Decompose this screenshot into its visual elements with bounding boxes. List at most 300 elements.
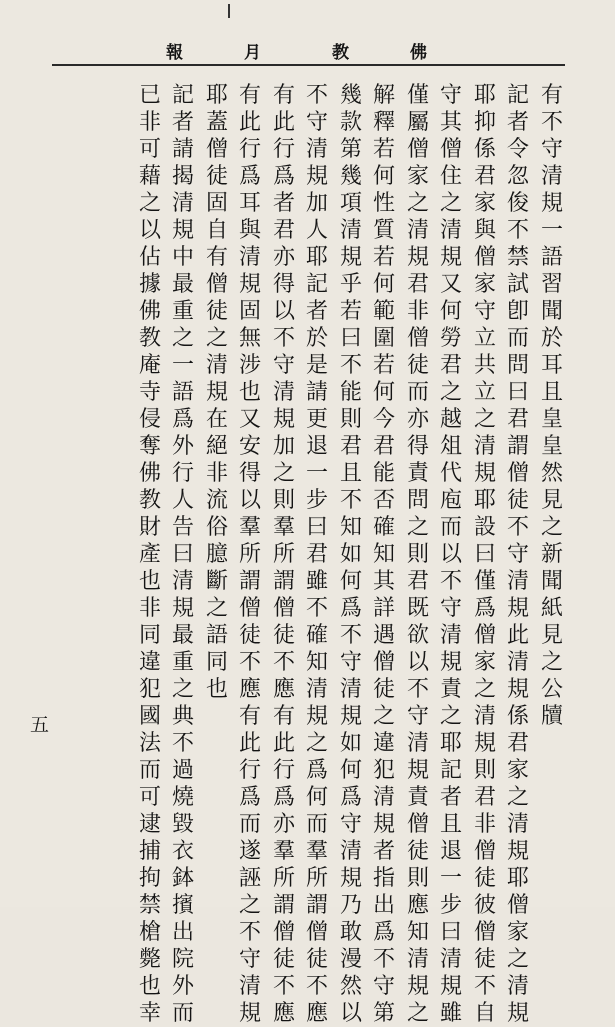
column-char: 而 <box>238 812 261 837</box>
column-char: 有 <box>272 704 295 729</box>
column-char: 又 <box>439 272 462 297</box>
column-char: 一 <box>540 218 563 243</box>
column-char: 佔 <box>138 245 161 270</box>
column-char: 僧 <box>439 137 462 162</box>
column-char: 謂 <box>238 569 261 594</box>
column-char: 自 <box>205 218 228 243</box>
column-char: 習 <box>540 272 563 297</box>
column-char: 此 <box>238 110 261 135</box>
column-char: 何 <box>305 785 328 810</box>
column-char: 否 <box>372 488 395 513</box>
column-char: 揭 <box>171 164 194 189</box>
column-char: 守 <box>272 353 295 378</box>
column-char: 記 <box>439 758 462 783</box>
column-char: 有 <box>238 704 261 729</box>
column-char: 俗 <box>205 515 228 540</box>
column-char: 重 <box>171 650 194 675</box>
text-column-1 <box>538 82 566 730</box>
column-char: 最 <box>171 272 194 297</box>
column-char: 規 <box>238 1001 261 1026</box>
column-char: 乃 <box>339 893 362 918</box>
column-char: 耳 <box>238 191 261 216</box>
column-char: 不 <box>272 326 295 351</box>
column-char: 僅 <box>473 569 496 594</box>
column-char: 守 <box>339 812 362 837</box>
column-char: 清 <box>339 839 362 864</box>
column-char: 然 <box>540 461 563 486</box>
column-char: 徒 <box>205 164 228 189</box>
column-char: 清 <box>439 623 462 648</box>
column-char: 君 <box>506 407 529 432</box>
column-char: 曰 <box>305 515 328 540</box>
column-char: 皇 <box>540 407 563 432</box>
column-char: 中 <box>171 245 194 270</box>
column-char: 斃 <box>138 947 161 972</box>
column-char: 爲 <box>372 920 395 945</box>
column-char: 一 <box>305 461 328 486</box>
column-char: 不 <box>339 623 362 648</box>
column-char: 則 <box>406 866 429 891</box>
column-char: 家 <box>473 650 496 675</box>
column-char: 清 <box>406 947 429 972</box>
column-char: 徒 <box>406 353 429 378</box>
column-char: 規 <box>473 731 496 756</box>
column-char: 紙 <box>540 596 563 621</box>
column-char: 應 <box>305 1001 328 1026</box>
column-char: 所 <box>272 542 295 567</box>
column-char: 不 <box>540 110 563 135</box>
column-char: 羣 <box>272 839 295 864</box>
column-char: 君 <box>305 542 328 567</box>
column-char: 此 <box>238 731 261 756</box>
column-char: 守 <box>339 650 362 675</box>
column-char: 之 <box>406 515 429 540</box>
column-char: 徒 <box>205 299 228 324</box>
column-char: 非 <box>205 461 228 486</box>
column-char: 忽 <box>506 164 529 189</box>
column-char: 家 <box>506 920 529 945</box>
column-char: 曰 <box>506 380 529 405</box>
column-char: 者 <box>372 839 395 864</box>
column-char: 君 <box>473 785 496 810</box>
column-char: 立 <box>473 380 496 405</box>
column-char: 爲 <box>339 596 362 621</box>
column-char: 卽 <box>506 299 529 324</box>
column-char: 守 <box>540 137 563 162</box>
column-char: 退 <box>305 434 328 459</box>
column-char: 國 <box>138 704 161 729</box>
column-char: 者 <box>171 110 194 135</box>
column-char: 問 <box>406 488 429 513</box>
column-char: 之 <box>171 326 194 351</box>
column-char: 係 <box>506 704 529 729</box>
column-char: 不 <box>171 731 194 756</box>
column-char: 與 <box>238 218 261 243</box>
column-char: 款 <box>339 110 362 135</box>
column-char: 清 <box>439 947 462 972</box>
text-column-8 <box>303 82 331 1027</box>
column-char: 不 <box>506 515 529 540</box>
column-char: 僧 <box>506 461 529 486</box>
column-char: 有 <box>205 245 228 270</box>
column-char: 亦 <box>406 407 429 432</box>
column-char: 不 <box>339 488 362 513</box>
column-char: 彼 <box>473 893 496 918</box>
column-char: 如 <box>339 542 362 567</box>
column-char: 得 <box>272 272 295 297</box>
column-char: 第 <box>372 1001 395 1026</box>
column-char: 何 <box>439 299 462 324</box>
column-char: 君 <box>272 218 295 243</box>
column-char: 重 <box>171 299 194 324</box>
column-char: 徒 <box>272 623 295 648</box>
column-char: 清 <box>238 245 261 270</box>
column-char: 人 <box>171 488 194 513</box>
column-char: 公 <box>540 677 563 702</box>
column-char: 流 <box>205 488 228 513</box>
column-char: 責 <box>439 677 462 702</box>
column-char: 有 <box>272 83 295 108</box>
column-char: 行 <box>171 461 194 486</box>
column-char: 行 <box>238 758 261 783</box>
column-char: 不 <box>473 974 496 999</box>
column-char: 清 <box>171 191 194 216</box>
column-char: 記 <box>171 83 194 108</box>
column-char: 羣 <box>305 839 328 864</box>
column-char: 不 <box>272 974 295 999</box>
column-char: 法 <box>138 731 161 756</box>
column-char: 知 <box>305 650 328 675</box>
column-char: 也 <box>138 974 161 999</box>
column-char: 所 <box>272 866 295 891</box>
column-char: 清 <box>305 677 328 702</box>
column-char: 問 <box>506 353 529 378</box>
column-char: 不 <box>272 650 295 675</box>
column-char: 何 <box>372 272 395 297</box>
column-char: 君 <box>506 731 529 756</box>
column-char: 又 <box>238 407 261 432</box>
column-char: 確 <box>372 515 395 540</box>
column-char: 屬 <box>406 110 429 135</box>
column-char: 耶 <box>473 83 496 108</box>
column-char: 守 <box>238 947 261 972</box>
column-char: 應 <box>272 1001 295 1026</box>
text-column-2 <box>504 82 532 1027</box>
column-char: 此 <box>272 731 295 756</box>
column-char: 俊 <box>506 191 529 216</box>
column-char: 雖 <box>439 1001 462 1026</box>
column-char: 釋 <box>372 110 395 135</box>
column-char: 幾 <box>339 83 362 108</box>
column-char: 家 <box>506 758 529 783</box>
column-char: 守 <box>406 704 429 729</box>
column-char: 若 <box>372 353 395 378</box>
column-char: 是 <box>305 353 328 378</box>
column-char: 爲 <box>339 785 362 810</box>
column-char: 抑 <box>473 110 496 135</box>
column-char: 見 <box>540 488 563 513</box>
text-column-13 <box>136 82 164 1027</box>
text-column-6 <box>370 82 398 1027</box>
column-char: 曰 <box>473 542 496 567</box>
column-char: 規 <box>372 812 395 837</box>
header-char-2: 教 <box>332 43 350 63</box>
column-char: 以 <box>406 650 429 675</box>
column-char: 守 <box>439 83 462 108</box>
column-char: 今 <box>372 407 395 432</box>
column-char: 僧 <box>272 920 295 945</box>
column-char: 應 <box>406 893 429 918</box>
column-char: 耶 <box>473 488 496 513</box>
column-char: 君 <box>473 164 496 189</box>
column-char: 固 <box>238 299 261 324</box>
column-char: 僧 <box>473 245 496 270</box>
column-char: 立 <box>473 326 496 351</box>
column-char: 則 <box>272 488 295 513</box>
column-char: 庵 <box>138 353 161 378</box>
column-char: 安 <box>238 434 261 459</box>
column-char: 同 <box>205 650 228 675</box>
column-char: 質 <box>372 218 395 243</box>
column-char: 謂 <box>272 569 295 594</box>
column-char: 然 <box>339 974 362 999</box>
column-char: 僧 <box>372 650 395 675</box>
header-char-3: 月 <box>244 43 262 63</box>
column-char: 僧 <box>473 623 496 648</box>
column-char: 耳 <box>540 353 563 378</box>
column-char: 規 <box>439 974 462 999</box>
column-char: 以 <box>339 1001 362 1026</box>
column-char: 則 <box>339 407 362 432</box>
column-char: 佛 <box>138 461 161 486</box>
column-char: 不 <box>439 569 462 594</box>
column-char: 耶 <box>305 245 328 270</box>
column-char: 知 <box>339 515 362 540</box>
column-char: 規 <box>339 245 362 270</box>
column-char: 違 <box>372 731 395 756</box>
column-char: 住 <box>439 164 462 189</box>
column-char: 於 <box>305 326 328 351</box>
column-char: 行 <box>272 137 295 162</box>
column-char: 之 <box>238 893 261 918</box>
column-char: 燒 <box>171 785 194 810</box>
column-char: 奪 <box>138 434 161 459</box>
column-char: 之 <box>540 515 563 540</box>
column-char: 何 <box>339 569 362 594</box>
text-column-12 <box>169 82 197 1027</box>
column-char: 步 <box>439 893 462 918</box>
text-column-11 <box>203 82 231 703</box>
column-char: 君 <box>439 353 462 378</box>
column-char: 耶 <box>439 731 462 756</box>
column-char: 之 <box>439 380 462 405</box>
column-char: 藉 <box>138 164 161 189</box>
column-char: 僧 <box>406 326 429 351</box>
text-column-7 <box>337 82 365 1027</box>
column-char: 新 <box>540 542 563 567</box>
column-char: 不 <box>506 218 529 243</box>
column-char: 共 <box>473 353 496 378</box>
column-char: 行 <box>238 137 261 162</box>
column-char: 槍 <box>138 920 161 945</box>
column-char: 性 <box>372 191 395 216</box>
column-char: 絕 <box>205 434 228 459</box>
column-char: 何 <box>372 380 395 405</box>
column-char: 人 <box>305 218 328 243</box>
column-char: 項 <box>339 191 362 216</box>
column-char: 清 <box>439 218 462 243</box>
text-column-9 <box>270 82 298 1027</box>
column-char: 徒 <box>372 677 395 702</box>
column-char: 僧 <box>406 812 429 837</box>
column-char: 幾 <box>339 164 362 189</box>
column-char: 徒 <box>506 488 529 513</box>
column-char: 守 <box>439 596 462 621</box>
column-char: 則 <box>473 758 496 783</box>
column-char: 此 <box>506 623 529 648</box>
column-char: 徒 <box>272 947 295 972</box>
column-char: 遇 <box>372 623 395 648</box>
column-char: 聞 <box>540 569 563 594</box>
column-char: 清 <box>540 164 563 189</box>
column-char: 鉢 <box>171 866 194 891</box>
column-char: 院 <box>171 947 194 972</box>
column-char: 規 <box>272 407 295 432</box>
column-char: 侵 <box>138 407 161 432</box>
column-char: 行 <box>272 758 295 783</box>
column-char: 範 <box>372 299 395 324</box>
column-char: 加 <box>305 191 328 216</box>
column-char: 其 <box>439 110 462 135</box>
column-char: 一 <box>439 866 462 891</box>
column-char: 爲 <box>238 785 261 810</box>
column-char: 外 <box>171 434 194 459</box>
column-char: 見 <box>540 623 563 648</box>
column-char: 規 <box>506 596 529 621</box>
column-char: 違 <box>138 650 161 675</box>
column-char: 告 <box>171 515 194 540</box>
column-char: 財 <box>138 515 161 540</box>
column-char: 清 <box>238 974 261 999</box>
column-char: 規 <box>406 758 429 783</box>
column-char: 已 <box>138 83 161 108</box>
column-char: 僧 <box>205 137 228 162</box>
column-char: 守 <box>473 299 496 324</box>
column-char: 請 <box>305 380 328 405</box>
column-char: 何 <box>372 164 395 189</box>
column-char: 者 <box>439 785 462 810</box>
column-char: 規 <box>439 245 462 270</box>
column-char: 而 <box>305 812 328 837</box>
column-char: 據 <box>138 272 161 297</box>
column-char: 不 <box>305 596 328 621</box>
column-char: 幸 <box>138 1001 161 1026</box>
column-char: 者 <box>272 191 295 216</box>
column-char: 乎 <box>339 272 362 297</box>
column-char: 不 <box>238 650 261 675</box>
column-char: 清 <box>205 353 228 378</box>
column-char: 君 <box>406 569 429 594</box>
column-char: 寺 <box>138 380 161 405</box>
column-char: 圍 <box>372 326 395 351</box>
column-char: 爲 <box>238 164 261 189</box>
column-char: 皇 <box>540 434 563 459</box>
column-char: 以 <box>272 299 295 324</box>
column-char: 過 <box>171 758 194 783</box>
column-char: 在 <box>205 407 228 432</box>
column-char: 不 <box>305 83 328 108</box>
column-char: 若 <box>372 137 395 162</box>
column-char: 之 <box>540 650 563 675</box>
column-char: 清 <box>506 569 529 594</box>
column-char: 亦 <box>272 245 295 270</box>
column-char: 耶 <box>205 83 228 108</box>
column-char: 規 <box>506 677 529 702</box>
column-char: 而 <box>506 326 529 351</box>
column-char: 而 <box>439 515 462 540</box>
column-char: 清 <box>506 974 529 999</box>
column-char: 令 <box>506 137 529 162</box>
column-char: 第 <box>339 137 362 162</box>
column-char: 謂 <box>305 893 328 918</box>
column-char: 規 <box>305 164 328 189</box>
column-char: 欲 <box>406 623 429 648</box>
column-char: 非 <box>138 110 161 135</box>
text-column-10 <box>236 82 264 1027</box>
column-char: 以 <box>238 488 261 513</box>
column-char: 規 <box>506 1001 529 1026</box>
column-char: 遂 <box>238 839 261 864</box>
column-char: 能 <box>372 461 395 486</box>
column-char: 僧 <box>238 596 261 621</box>
column-char: 君 <box>372 434 395 459</box>
text-column-5 <box>404 82 432 1027</box>
column-char: 禁 <box>506 245 529 270</box>
column-char: 可 <box>138 785 161 810</box>
column-char: 若 <box>339 299 362 324</box>
column-char: 知 <box>372 542 395 567</box>
column-char: 以 <box>138 218 161 243</box>
column-char: 此 <box>272 110 295 135</box>
column-char: 之 <box>138 191 161 216</box>
column-char: 庖 <box>439 488 462 513</box>
column-char: 一 <box>171 353 194 378</box>
column-char: 越 <box>439 407 462 432</box>
top-mark <box>228 4 230 18</box>
column-char: 可 <box>138 137 161 162</box>
column-char: 清 <box>272 380 295 405</box>
column-char: 典 <box>171 704 194 729</box>
column-char: 爲 <box>473 596 496 621</box>
column-char: 聞 <box>540 299 563 324</box>
column-char: 清 <box>372 785 395 810</box>
column-char: 非 <box>473 812 496 837</box>
text-column-4 <box>437 82 465 1027</box>
column-char: 退 <box>439 839 462 864</box>
column-char: 僧 <box>506 893 529 918</box>
column-char: 產 <box>138 542 161 567</box>
column-char: 何 <box>339 758 362 783</box>
column-char: 非 <box>138 596 161 621</box>
column-char: 規 <box>171 596 194 621</box>
column-char: 規 <box>439 650 462 675</box>
column-char: 以 <box>439 542 462 567</box>
column-char: 有 <box>238 83 261 108</box>
column-char: 家 <box>473 272 496 297</box>
column-char: 確 <box>305 623 328 648</box>
column-char: 試 <box>506 272 529 297</box>
column-char: 則 <box>406 542 429 567</box>
